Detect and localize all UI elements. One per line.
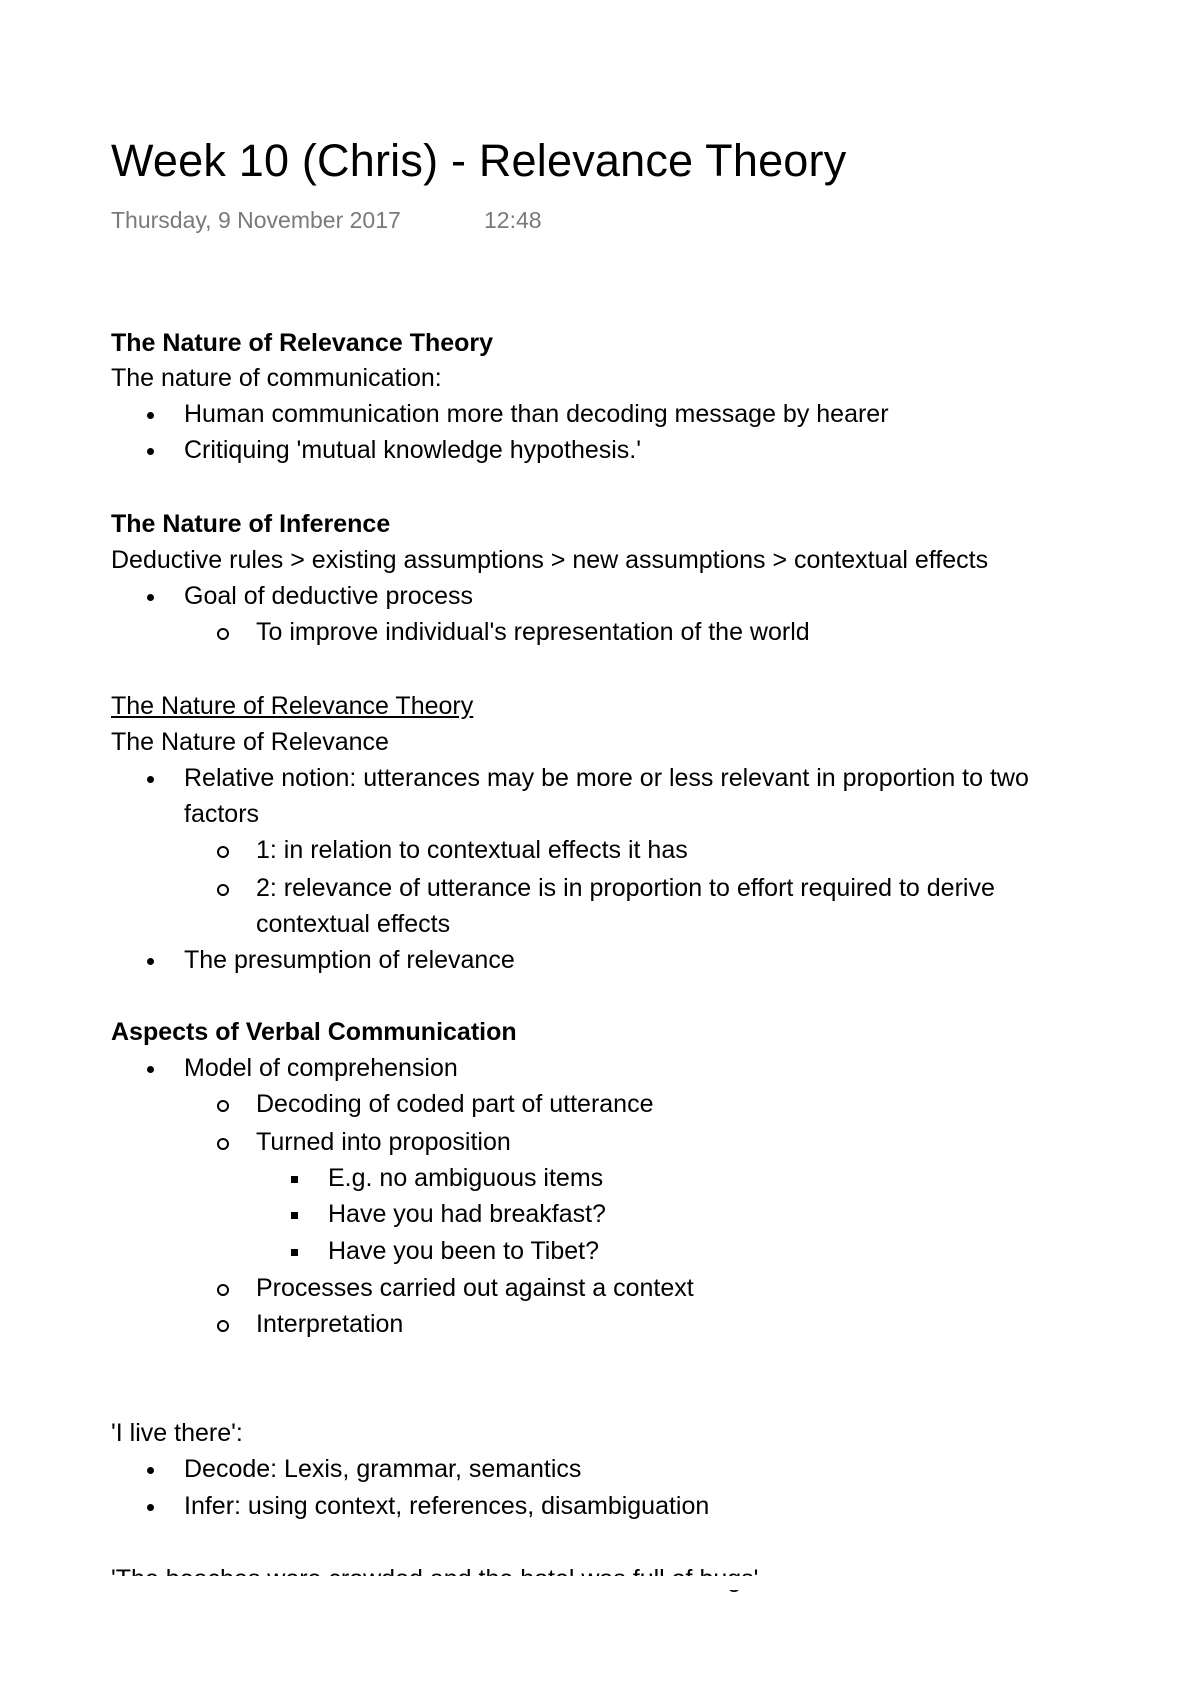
list-subsubitem: E.g. no ambiguous items xyxy=(328,1164,604,1192)
paragraph: The Nature of Relevance xyxy=(111,728,389,756)
list-item: Decode: Lexis, grammar, semantics xyxy=(184,1455,582,1483)
list-subsubitem: Have you been to Tibet? xyxy=(328,1237,600,1265)
page-meta xyxy=(111,205,542,235)
list-item: Infer: using context, references, disambiguation xyxy=(184,1492,710,1520)
paragraph: The nature of communication: xyxy=(111,364,442,392)
list-item: Model of comprehension xyxy=(184,1054,458,1082)
page-time: 12:48 xyxy=(484,207,542,233)
page-title: Week 10 (Chris) - Relevance Theory xyxy=(111,135,847,186)
paragraph: 'I live there': xyxy=(111,1419,243,1447)
list-subitem: To improve individual's representation of the world xyxy=(256,618,810,646)
list-item: The presumption of relevance xyxy=(184,946,515,974)
list-item: Human communication more than decoding message by hearer xyxy=(184,400,889,428)
list-subitem: Processes carried out against a context xyxy=(256,1274,694,1302)
list-item: Critiquing 'mutual knowledge hypothesis.' xyxy=(184,436,642,464)
list-subsubitem: Have you had breakfast? xyxy=(328,1200,606,1228)
list-subitem: Turned into proposition xyxy=(256,1128,511,1156)
list-subitem-continuation: contextual effects xyxy=(256,910,451,938)
section-heading: The Nature of Inference xyxy=(111,510,391,538)
list-item-continuation: factors xyxy=(184,800,260,828)
list-subitem: 2: relevance of utterance is in proportion to effort required to derive xyxy=(256,874,995,902)
section-heading: The Nature of Relevance Theory xyxy=(111,692,474,720)
list-item: Goal of deductive process xyxy=(184,582,474,610)
page-date: Thursday, 9 November 2017 xyxy=(111,207,401,233)
section-heading: The Nature of Relevance Theory xyxy=(111,329,494,357)
list-subitem: Decoding of coded part of utterance xyxy=(256,1090,654,1118)
list-subitem: 1: in relation to contextual effects it has xyxy=(256,836,688,864)
list-subitem: Interpretation xyxy=(256,1310,404,1338)
page-cutoff xyxy=(0,1576,1200,1590)
paragraph: Deductive rules > existing assumptions > new assumptions > contextual effects xyxy=(111,546,989,574)
section-heading: Aspects of Verbal Communication xyxy=(111,1018,517,1046)
list-item: Relative notion: utterances may be more or less relevant in proportion to two xyxy=(184,764,1029,792)
